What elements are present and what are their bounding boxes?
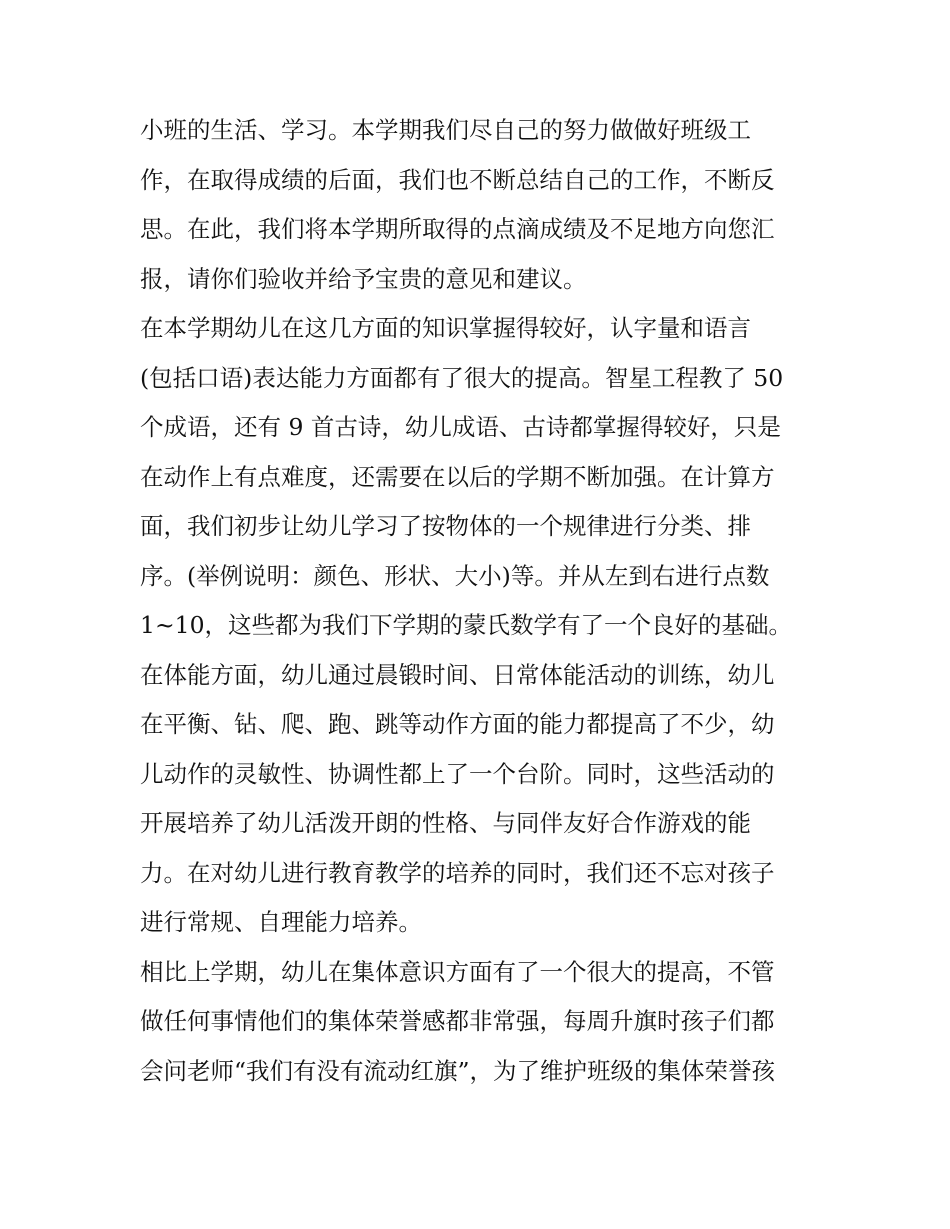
text-line: 序。(举例说明：颜色、形状、大小)等。并从左到右进行点数 xyxy=(140,561,770,590)
text-line: 作，在取得成绩的后面，我们也不断总结自己的工作，不断反 xyxy=(140,165,775,194)
text-line: 在动作上有点难度，还需要在以后的学期不断加强。在计算方 xyxy=(140,462,775,491)
text-line: 面，我们初步让幼儿学习了按物体的一个规律进行分类、排 xyxy=(140,512,751,540)
text-line: 1~10，这些都为我们下学期的蒙氏数学有了一个良好的基础。 xyxy=(140,611,793,639)
text-line: 小班的生活、学习。本学期我们尽自己的努力做做好班级工 xyxy=(140,116,751,144)
text-line: 儿动作的灵敏性、协调性都上了一个台阶。同时，这些活动的 xyxy=(140,759,775,788)
text-line: 会问老师“我们有没有流动红旗”，为了维护班级的集体荣誉孩 xyxy=(140,1056,776,1085)
text-line: 思。在此，我们将本学期所取得的点滴成绩及不足地方向您汇 xyxy=(140,215,775,243)
text-line: 做任何事情他们的集体荣誉感都非常强，每周升旗时孩子们都 xyxy=(140,1007,775,1035)
text-line: 在体能方面，幼儿通过晨锻时间、日常体能活动的训练，幼儿 xyxy=(140,660,775,689)
text-line: 在本学期幼儿在这几方面的知识掌握得较好，认字量和语言 xyxy=(140,314,751,342)
text-line: 个成语，还有 9 首古诗，幼儿成语、古诗都掌握得较好，只是 xyxy=(140,413,781,441)
text-line: 开展培养了幼儿活泼开朗的性格、与同伴友好合作游戏的能 xyxy=(140,809,751,837)
text-line: 在平衡、钻、爬、跑、跳等动作方面的能力都提高了不少，幼 xyxy=(140,710,775,738)
text-line: (包括口语)表达能力方面都有了很大的提高。智星工程教了 50 xyxy=(140,363,784,392)
text-line: 力。在对幼儿进行教育教学的培养的同时，我们还不忘对孩子 xyxy=(140,858,775,887)
text-line: 相比上学期，幼儿在集体意识方面有了一个很大的提高，不管 xyxy=(140,957,775,986)
document-body xyxy=(140,106,820,1096)
text-line: 报，请你们验收并给予宝贵的意见和建议。 xyxy=(140,264,587,293)
text-line: 进行常规、自理能力培养。 xyxy=(140,908,422,936)
